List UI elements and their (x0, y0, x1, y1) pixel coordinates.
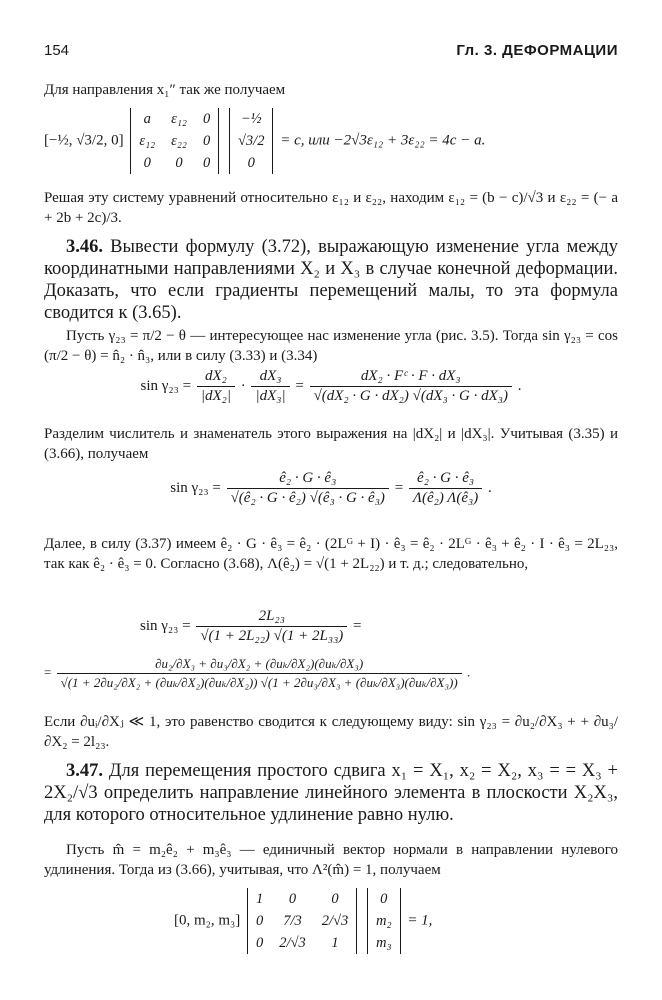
matrix-cell: 7/3 (283, 912, 302, 929)
matrix-cell: √3/2 (237, 132, 265, 149)
matrix-cell: ε₁₂ (171, 110, 187, 127)
equation-3: sin γ₂₃ = $\frac{\text{ê₂ · G · ê₃}}{\text{√(ê₂ · G · ê₂) √(ê₃ · G · ê₃)}}$ = $\frac{\text{ê₂ · G · ê₃}}{\text{Λ(ê₂) Λ(ê₃)}}$ . (170, 470, 492, 506)
matrix-cell: 0 (202, 154, 211, 171)
eq2-fraction-3 (310, 368, 512, 405)
fraction-numerator: dX₃ (259, 368, 282, 384)
problem-3-46-number: 3.46. (66, 237, 103, 257)
matrix-cell: m₂ (376, 912, 392, 929)
eq1-row-vector: [−½, √3/2, 0] (44, 132, 124, 149)
eq4-lhs: sin γ₂₃ = (140, 617, 191, 634)
eq4-fraction (196, 608, 347, 645)
page-number: 154 (44, 42, 70, 59)
matrix-cell: 0 (175, 154, 183, 171)
matrix-cell: 0 (256, 912, 264, 929)
matrix-cell: 0 (247, 154, 255, 171)
fraction-numerator: ∂u₂/∂X₃ + ∂u₃/∂X₂ + (∂uₖ/∂X₂)(∂uₖ/∂X₃) (155, 656, 364, 671)
eq6-row-vector: [0, m₂, m₃] (174, 912, 241, 929)
fraction-numerator: ê₂ · G · ê₃ (417, 470, 475, 486)
eq1-matrix (130, 108, 219, 174)
page-header (44, 42, 618, 62)
paragraph-divide: Разделим числитель и знаменатель этого выражения на |dX₂| и |dX₃|. Учитывая (3.35) и (3.66), получаем (44, 426, 618, 462)
fraction-denominator: √(1 + 2L₂₂) √(1 + 2L₃₃) (196, 626, 347, 645)
fraction-denominator: √(ê₂ · G · ê₂) √(ê₃ · G · ê₃) (227, 488, 389, 507)
matrix-cell: 0 (256, 934, 264, 951)
equation-5 (44, 656, 618, 691)
matrix-cell: 0 (288, 890, 297, 907)
matrix-cell: 0 (380, 890, 388, 907)
equation-6 (44, 888, 618, 954)
fraction-numerator: ê₂ · G · ê₃ (279, 470, 337, 486)
eq2-fraction-2 (251, 368, 289, 405)
paragraph-further: Далее, в силу (3.37) имеем ê₂ · G · ê₃ = ê₂ · (2Lᴳ + I) · ê₃ = ê₂ · 2Lᴳ · ê₃ + ê₂ · I · ê₃ = 2L₂₃, так как ê₂ · ê₃ = 0. Согласно (3.68), Λ(ê₂) = √(1 + 2L₂₂) и т. д.; следовательно, (44, 536, 618, 572)
fraction-denominator: Λ(ê₂) Λ(ê₃) (409, 488, 482, 507)
equation-2: sin γ₂₃ = $\frac{\text{dX₂}}{\text{|dX₂|}}$ · $\frac{\text{dX₃}}{\text{|dX₃|}}$ = $\frac{\text{dX₂ · Fᶜ · F · dX₃}}{\text{√(dX₂ · G · dX₂) √(dX₃ · G · dX₃)}}$ . (140, 368, 522, 404)
eq6-matrix (247, 888, 357, 954)
equation-4 (44, 608, 618, 645)
fraction-denominator: √(1 + 2∂u₂/∂X₂ + (∂uₖ/∂X₂)(∂uₖ/∂X₂)) √(1 + 2∂u₃/∂X₃ + (∂uₖ/∂X₃)(∂uₖ/∂X₃)) (57, 673, 462, 691)
eq2-lhs: sin γ₂₃ = (140, 377, 192, 394)
problem-3-47-text: Для перемещения простого сдвига x₁ = X₁, x₂ = X₂, x₃ = = X₃ + 2X₂/√3 определить направление линейного элемента в плоскости X₂X₃, для которого относительное удлинение равно нулю. (44, 761, 618, 825)
eq4-tail: = (353, 617, 362, 634)
matrix-cell: m₃ (376, 934, 392, 951)
problem-3-46 (44, 236, 618, 324)
matrix-cell: ε₂₂ (171, 132, 187, 149)
matrix-cell: 1 (331, 934, 339, 951)
eq1-column-vector (229, 108, 274, 174)
intro-line: Для направления x₁″ так же получаем (44, 82, 286, 98)
eq5-lead: = (44, 664, 52, 680)
matrix-cell: 1 (256, 890, 264, 907)
fraction-denominator: |dX₂| (197, 386, 235, 405)
matrix-cell: 2/√3 (321, 912, 349, 929)
eq5-tail: . (466, 664, 471, 680)
problem-3-47-number: 3.47. (66, 761, 103, 781)
matrix-cell: a (143, 110, 151, 127)
matrix-cell: ε₁₂ (139, 132, 156, 149)
problem-3-47 (44, 760, 618, 826)
eq3-lhs: sin γ₂₃ = (170, 479, 221, 496)
matrix-cell: 0 (202, 110, 211, 127)
matrix-cell: 2/√3 (279, 934, 306, 951)
eq3-fraction-2 (409, 470, 482, 507)
equation-1 (44, 108, 618, 174)
paragraph-normal: Пусть m̂ = m₂ê₂ + m₃ê₃ — единичный вектор нормали в направлении нулевого удлинения. Тогда из (3.66), учитывая, что Λ²(m̂) = 1, получаем (44, 842, 618, 878)
eq5-fraction (57, 656, 462, 691)
fraction-numerator: 2L₂₃ (258, 608, 285, 624)
eq6-column-vector (367, 888, 401, 954)
fraction-numerator: dX₂ (204, 368, 227, 384)
matrix-cell: −½ (240, 110, 262, 127)
matrix-cell: 0 (331, 890, 339, 907)
eq6-rhs: = 1, (407, 912, 433, 929)
eq2-fraction-1 (197, 368, 235, 405)
fraction-numerator: dX₂ · Fᶜ · F · dX₃ (360, 368, 461, 384)
paragraph-solve: Решая эту систему уравнений относительно ε₁₂ и ε₂₂, находим ε₁₂ = (b − c)/√3 и ε₂₂ = (− a + 2b + 2c)/3. (44, 190, 618, 226)
problem-3-46-text: Вывести формулу (3.72), выражающую изменение угла между координатными направлениями X₂ и X₃ в случае конечной деформации. Доказать, что если градиенты перемещений малы, то эта формула сводится к (3.65). (44, 237, 619, 323)
eq3-fraction-1 (227, 470, 389, 507)
fraction-denominator: √(dX₂ · G · dX₂) √(dX₃ · G · dX₃) (310, 386, 512, 405)
matrix-cell: 0 (143, 154, 151, 171)
paragraph-if: Если ∂uᵢ/∂Xⱼ ≪ 1, это равенство сводится к следующему виду: sin γ₂₃ = ∂u₂/∂X₃ + + ∂u₃/∂X₂ = 2l₂₃. (44, 714, 618, 750)
fraction-denominator: |dX₃| (251, 386, 289, 405)
paragraph-let: Пусть γ₂₃ = π/2 − θ — интересующее нас изменение угла (рис. 3.5). Тогда sin γ₂₃ = cos (π/2 − θ) = n̂₂ · n̂₃, или в силу (3.33) и (3.34) (44, 328, 618, 364)
running-title: Гл. 3. ДЕФОРМАЦИИ (456, 42, 618, 59)
matrix-cell: 0 (202, 132, 211, 149)
eq1-rhs: = c, или −2√3ε₁₂ + 3ε₂₂ = 4c − a. (280, 132, 486, 149)
